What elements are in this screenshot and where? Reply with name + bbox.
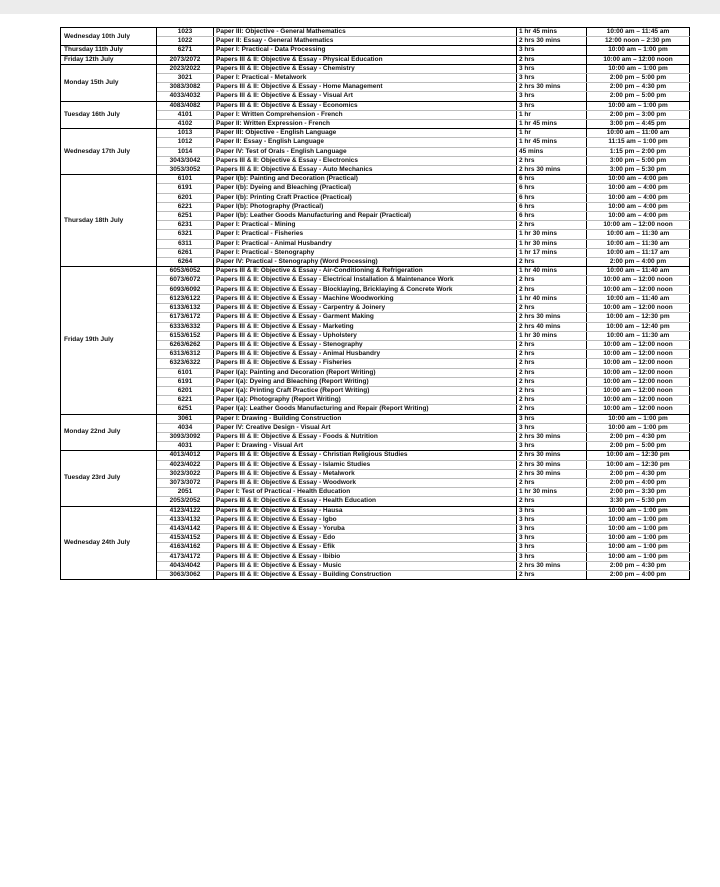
- paper-title: Papers III & II: Objective & Essay - Animal Husbandry: [214, 350, 517, 359]
- timetable-row: [61, 175, 690, 184]
- exam-code: 3093/3092: [157, 432, 214, 441]
- time-slot: 10:00 am – 12:00 noon: [587, 221, 690, 230]
- time-slot: 10:00 am – 4:00 pm: [587, 184, 690, 193]
- paper-title: Paper I(b): Leather Goods Manufacturing and Repair (Practical): [214, 212, 517, 221]
- time-slot: 2:00 pm – 4:30 pm: [587, 469, 690, 478]
- paper-title: Papers III & II: Objective & Essay - Foods & Nutrition: [214, 432, 517, 441]
- time-slot: 2:00 pm – 5:00 pm: [587, 74, 690, 83]
- exam-code: 4023/4022: [157, 460, 214, 469]
- exam-code: 3061: [157, 414, 214, 423]
- duration: 3 hrs: [517, 442, 587, 451]
- exam-code: 6173/6172: [157, 313, 214, 322]
- time-slot: 3:00 pm – 5:30 pm: [587, 166, 690, 175]
- time-slot: 2:00 pm – 4:00 pm: [587, 258, 690, 267]
- paper-title: Paper III: Objective - English Language: [214, 129, 517, 138]
- paper-title: Paper I: Practical - Stenography: [214, 248, 517, 257]
- duration: 3 hrs: [517, 74, 587, 83]
- duration: 1 hr: [517, 110, 587, 119]
- exam-code: 4101: [157, 110, 214, 119]
- duration: 6 hrs: [517, 184, 587, 193]
- time-slot: 10:00 am – 12:00 noon: [587, 396, 690, 405]
- paper-title: Paper I: Practical - Animal Husbandry: [214, 239, 517, 248]
- time-slot: 2:00 pm – 3:00 pm: [587, 110, 690, 119]
- exam-day: Tuesday 23rd July: [61, 451, 157, 506]
- paper-title: Papers III & II: Objective & Essay - Yoruba: [214, 524, 517, 533]
- duration: 2 hrs: [517, 55, 587, 64]
- duration: 2 hrs 30 mins: [517, 432, 587, 441]
- time-slot: 2:00 pm – 4:30 pm: [587, 432, 690, 441]
- paper-title: Papers III & II: Objective & Essay - Upholstery: [214, 331, 517, 340]
- exam-code: 3063/3062: [157, 570, 214, 579]
- exam-code: 2023/2022: [157, 64, 214, 73]
- paper-title: Paper IV: Practical - Stenography (Word Processing): [214, 258, 517, 267]
- duration: 1 hr 45 mins: [517, 138, 587, 147]
- time-slot: 10:00 am – 12:00 noon: [587, 405, 690, 414]
- exam-code: 6093/6092: [157, 285, 214, 294]
- exam-code: 6191: [157, 184, 214, 193]
- paper-title: Papers III & II: Objective & Essay - Igbo: [214, 515, 517, 524]
- exam-code: 6271: [157, 46, 214, 55]
- timetable-row: [61, 451, 690, 460]
- timetable-row: [61, 55, 690, 64]
- paper-title: Paper I: Drawing - Visual Art: [214, 442, 517, 451]
- timetable-row: [61, 28, 690, 37]
- timetable-row: [61, 129, 690, 138]
- paper-title: Paper I: Practical - Mining: [214, 221, 517, 230]
- time-slot: 10:00 am – 12:00 noon: [587, 304, 690, 313]
- duration: 3 hrs: [517, 92, 587, 101]
- exam-code: 6263/6262: [157, 340, 214, 349]
- time-slot: 10:00 am – 4:00 pm: [587, 193, 690, 202]
- time-slot: 10:00 am – 1:00 pm: [587, 414, 690, 423]
- duration: 2 hrs: [517, 359, 587, 368]
- paper-title: Papers III & II: Objective & Essay - Air-Conditioning & Refrigeration: [214, 267, 517, 276]
- time-slot: 10:00 am – 12:00 noon: [587, 276, 690, 285]
- exam-day: Tuesday 16th July: [61, 101, 157, 129]
- exam-code: 6073/6072: [157, 276, 214, 285]
- exam-day: Wednesday 24th July: [61, 506, 157, 580]
- duration: 2 hrs 40 mins: [517, 322, 587, 331]
- duration: 3 hrs: [517, 534, 587, 543]
- exam-code: 4143/4142: [157, 524, 214, 533]
- paper-title: Paper I: Drawing - Building Construction: [214, 414, 517, 423]
- browser-top-strip: [0, 0, 720, 14]
- duration: 2 hrs: [517, 258, 587, 267]
- exam-code: 6101: [157, 368, 214, 377]
- paper-title: Paper I: Practical - Metalwork: [214, 74, 517, 83]
- exam-code: 2073/2072: [157, 55, 214, 64]
- paper-title: Paper III: Objective - General Mathematics: [214, 28, 517, 37]
- exam-code: 6321: [157, 230, 214, 239]
- exam-code: 4083/4082: [157, 101, 214, 110]
- paper-title: Paper II: Essay - General Mathematics: [214, 37, 517, 46]
- time-slot: 10:00 am – 11:30 am: [587, 230, 690, 239]
- paper-title: Paper I(a): Painting and Decoration (Report Writing): [214, 368, 517, 377]
- paper-title: Paper I: Written Comprehension - French: [214, 110, 517, 119]
- time-slot: 10:00 am – 4:00 pm: [587, 212, 690, 221]
- duration: 6 hrs: [517, 212, 587, 221]
- exam-code: 6311: [157, 239, 214, 248]
- exam-day: Monday 22nd July: [61, 414, 157, 451]
- time-slot: 10:00 am – 12:30 pm: [587, 451, 690, 460]
- duration: 2 hrs 30 mins: [517, 469, 587, 478]
- exam-code: 6201: [157, 386, 214, 395]
- paper-title: Papers III & II: Objective & Essay - Health Education: [214, 497, 517, 506]
- exam-day: Thursday 11th July: [61, 46, 157, 55]
- time-slot: 10:00 am – 11:30 am: [587, 239, 690, 248]
- duration: 2 hrs: [517, 156, 587, 165]
- paper-title: Paper IV: Test of Orals - English Language: [214, 147, 517, 156]
- exam-code: 6221: [157, 202, 214, 211]
- time-slot: 10:00 am – 12:30 pm: [587, 313, 690, 322]
- exam-code: 4133/4132: [157, 515, 214, 524]
- exam-code: 6333/6332: [157, 322, 214, 331]
- time-slot: 10:00 am – 1:00 pm: [587, 101, 690, 110]
- paper-title: Papers III & II: Objective & Essay - Visual Art: [214, 92, 517, 101]
- exam-code: 6264: [157, 258, 214, 267]
- timetable-row: [61, 414, 690, 423]
- time-slot: 10:00 am – 11:00 am: [587, 129, 690, 138]
- exam-code: 4173/4172: [157, 552, 214, 561]
- duration: 2 hrs 30 mins: [517, 561, 587, 570]
- paper-title: Paper I(a): Photography (Report Writing): [214, 396, 517, 405]
- timetable-row: [61, 101, 690, 110]
- paper-title: Papers III & II: Objective & Essay - Chemistry: [214, 64, 517, 73]
- exam-code: 3083/3082: [157, 83, 214, 92]
- exam-code: 6231: [157, 221, 214, 230]
- time-slot: 10:00 am – 12:00 noon: [587, 377, 690, 386]
- paper-title: Paper II: Written Expression - French: [214, 120, 517, 129]
- paper-title: Papers III & II: Objective & Essay - Building Construction: [214, 570, 517, 579]
- time-slot: 10:00 am – 12:00 noon: [587, 350, 690, 359]
- time-slot: 10:00 am – 12:00 noon: [587, 55, 690, 64]
- duration: 2 hrs: [517, 221, 587, 230]
- paper-title: Paper I(b): Dyeing and Bleaching (Practical): [214, 184, 517, 193]
- paper-title: Papers III & II: Objective & Essay - Carpentry & Joinery: [214, 304, 517, 313]
- duration: 2 hrs 30 mins: [517, 313, 587, 322]
- time-slot: 10:00 am – 12:00 noon: [587, 386, 690, 395]
- duration: 3 hrs: [517, 414, 587, 423]
- exam-code: 6133/6132: [157, 304, 214, 313]
- paper-title: Papers III & II: Objective & Essay - Islamic Studies: [214, 460, 517, 469]
- paper-title: Paper I(b): Painting and Decoration (Practical): [214, 175, 517, 184]
- exam-code: 4031: [157, 442, 214, 451]
- exam-day: Friday 19th July: [61, 267, 157, 414]
- time-slot: 2:00 pm – 5:00 pm: [587, 92, 690, 101]
- time-slot: 10:00 am – 1:00 pm: [587, 506, 690, 515]
- exam-day: Wednesday 17th July: [61, 129, 157, 175]
- exam-day: Friday 12th July: [61, 55, 157, 64]
- paper-title: Papers III & II: Objective & Essay - Electronics: [214, 156, 517, 165]
- paper-title: Papers III & II: Objective & Essay - Physical Education: [214, 55, 517, 64]
- timetable-body: [61, 28, 690, 580]
- duration: 3 hrs: [517, 46, 587, 55]
- time-slot: 10:00 am – 1:00 pm: [587, 534, 690, 543]
- paper-title: Paper I(a): Dyeing and Bleaching (Report Writing): [214, 377, 517, 386]
- duration: 3 hrs: [517, 515, 587, 524]
- duration: 2 hrs 30 mins: [517, 451, 587, 460]
- exam-code: 4102: [157, 120, 214, 129]
- exam-code: 6313/6312: [157, 350, 214, 359]
- paper-title: Papers III & II: Objective & Essay - Hausa: [214, 506, 517, 515]
- duration: 2 hrs 30 mins: [517, 166, 587, 175]
- duration: 1 hr 30 mins: [517, 239, 587, 248]
- exam-code: 6201: [157, 193, 214, 202]
- time-slot: 10:00 am – 11:40 am: [587, 294, 690, 303]
- duration: 2 hrs: [517, 570, 587, 579]
- duration: 2 hrs: [517, 377, 587, 386]
- paper-title: Papers III & II: Objective & Essay - Stenography: [214, 340, 517, 349]
- exam-code: 3023/3022: [157, 469, 214, 478]
- exam-code: 6123/6122: [157, 294, 214, 303]
- exam-code: 4033/4032: [157, 92, 214, 101]
- exam-day: Wednesday 10th July: [61, 28, 157, 46]
- paper-title: Paper I: Test of Practical - Health Education: [214, 488, 517, 497]
- duration: 2 hrs: [517, 368, 587, 377]
- duration: 3 hrs: [517, 101, 587, 110]
- time-slot: 2:00 pm – 4:30 pm: [587, 561, 690, 570]
- time-slot: 2:00 pm – 4:00 pm: [587, 478, 690, 487]
- duration: 3 hrs: [517, 506, 587, 515]
- time-slot: 2:00 pm – 4:30 pm: [587, 83, 690, 92]
- duration: 3 hrs: [517, 543, 587, 552]
- duration: 3 hrs: [517, 552, 587, 561]
- exam-code: 6251: [157, 405, 214, 414]
- duration: 1 hr 45 mins: [517, 120, 587, 129]
- time-slot: 10:00 am – 11:17 am: [587, 248, 690, 257]
- duration: 3 hrs: [517, 423, 587, 432]
- time-slot: 10:00 am – 12:00 noon: [587, 340, 690, 349]
- duration: 2 hrs: [517, 276, 587, 285]
- exam-code: 4034: [157, 423, 214, 432]
- exam-code: 6191: [157, 377, 214, 386]
- paper-title: Paper I(a): Leather Goods Manufacturing and Repair (Report Writing): [214, 405, 517, 414]
- timetable-row: [61, 46, 690, 55]
- exam-code: 4153/4152: [157, 534, 214, 543]
- duration: 2 hrs 30 mins: [517, 37, 587, 46]
- time-slot: 1:15 pm – 2:00 pm: [587, 147, 690, 156]
- paper-title: Papers III & II: Objective & Essay - Garment Making: [214, 313, 517, 322]
- duration: 45 mins: [517, 147, 587, 156]
- exam-code: 4043/4042: [157, 561, 214, 570]
- duration: 2 hrs: [517, 285, 587, 294]
- time-slot: 10:00 am – 1:00 pm: [587, 64, 690, 73]
- time-slot: 12:00 noon – 2:30 pm: [587, 37, 690, 46]
- time-slot: 10:00 am – 1:00 pm: [587, 524, 690, 533]
- time-slot: 10:00 am – 4:00 pm: [587, 202, 690, 211]
- time-slot: 2:00 pm – 3:30 pm: [587, 488, 690, 497]
- exam-code: 2051: [157, 488, 214, 497]
- paper-title: Papers III & II: Objective & Essay - Auto Mechanics: [214, 166, 517, 175]
- duration: 2 hrs: [517, 304, 587, 313]
- exam-code: 6323/6322: [157, 359, 214, 368]
- time-slot: 10:00 am – 12:30 pm: [587, 460, 690, 469]
- duration: 2 hrs: [517, 497, 587, 506]
- exam-timetable-document: [60, 27, 689, 580]
- exam-code: 1022: [157, 37, 214, 46]
- time-slot: 3:00 pm – 5:00 pm: [587, 156, 690, 165]
- paper-title: Papers III & II: Objective & Essay - Fisheries: [214, 359, 517, 368]
- paper-title: Papers III & II: Objective & Essay - Edo: [214, 534, 517, 543]
- paper-title: Papers III & II: Objective & Essay - Woodwork: [214, 478, 517, 487]
- time-slot: 10:00 am – 1:00 pm: [587, 46, 690, 55]
- exam-code: 1023: [157, 28, 214, 37]
- timetable-row: [61, 506, 690, 515]
- time-slot: 11:15 am – 1:00 pm: [587, 138, 690, 147]
- paper-title: Papers III & II: Objective & Essay - Metalwork: [214, 469, 517, 478]
- paper-title: Papers III & II: Objective & Essay - Home Management: [214, 83, 517, 92]
- exam-code: 1014: [157, 147, 214, 156]
- paper-title: Paper I(a): Printing Craft Practice (Report Writing): [214, 386, 517, 395]
- duration: 2 hrs: [517, 478, 587, 487]
- duration: 2 hrs: [517, 386, 587, 395]
- exam-code: 4163/4162: [157, 543, 214, 552]
- time-slot: 10:00 am – 11:45 am: [587, 28, 690, 37]
- exam-code: 4013/4012: [157, 451, 214, 460]
- duration: 1 hr 17 mins: [517, 248, 587, 257]
- time-slot: 10:00 am – 12:00 noon: [587, 359, 690, 368]
- time-slot: 10:00 am – 1:00 pm: [587, 552, 690, 561]
- duration: 3 hrs: [517, 64, 587, 73]
- duration: 2 hrs: [517, 405, 587, 414]
- exam-code: 4123/4122: [157, 506, 214, 515]
- exam-day: Thursday 18th July: [61, 175, 157, 267]
- duration: 1 hr: [517, 129, 587, 138]
- exam-timetable: [60, 27, 690, 580]
- time-slot: 10:00 am – 1:00 pm: [587, 543, 690, 552]
- duration: 6 hrs: [517, 193, 587, 202]
- time-slot: 10:00 am – 12:00 noon: [587, 285, 690, 294]
- paper-title: Papers III & II: Objective & Essay - Marketing: [214, 322, 517, 331]
- paper-title: Paper IV: Creative Design - Visual Art: [214, 423, 517, 432]
- duration: 2 hrs: [517, 396, 587, 405]
- exam-code: 3021: [157, 74, 214, 83]
- exam-code: 1012: [157, 138, 214, 147]
- duration: 6 hrs: [517, 175, 587, 184]
- paper-title: Papers III & II: Objective & Essay - Electrical Installation & Maintenance Work: [214, 276, 517, 285]
- exam-code: 6221: [157, 396, 214, 405]
- exam-code: 6251: [157, 212, 214, 221]
- duration: 2 hrs 30 mins: [517, 83, 587, 92]
- time-slot: 10:00 am – 1:00 pm: [587, 515, 690, 524]
- paper-title: Paper I(b): Photography (Practical): [214, 202, 517, 211]
- exam-code: 2053/2052: [157, 497, 214, 506]
- duration: 1 hr 45 mins: [517, 28, 587, 37]
- duration: 1 hr 40 mins: [517, 294, 587, 303]
- time-slot: 10:00 am – 12:40 pm: [587, 322, 690, 331]
- duration: 2 hrs 30 mins: [517, 460, 587, 469]
- timetable-row: [61, 267, 690, 276]
- time-slot: 10:00 am – 4:00 pm: [587, 175, 690, 184]
- duration: 6 hrs: [517, 202, 587, 211]
- time-slot: 10:00 am – 12:00 noon: [587, 368, 690, 377]
- duration: 3 hrs: [517, 524, 587, 533]
- paper-title: Paper I: Practical - Data Processing: [214, 46, 517, 55]
- paper-title: Papers III & II: Objective & Essay - Music: [214, 561, 517, 570]
- duration: 1 hr 30 mins: [517, 230, 587, 239]
- time-slot: 2:00 pm – 5:00 pm: [587, 442, 690, 451]
- exam-code: 3053/3052: [157, 166, 214, 175]
- exam-code: 6261: [157, 248, 214, 257]
- duration: 2 hrs: [517, 350, 587, 359]
- time-slot: 2:00 pm – 4:00 pm: [587, 570, 690, 579]
- exam-code: 6153/6152: [157, 331, 214, 340]
- time-slot: 10:00 am – 11:30 am: [587, 331, 690, 340]
- paper-title: Papers III & II: Objective & Essay - Christian Religious Studies: [214, 451, 517, 460]
- paper-title: Papers III & II: Objective & Essay - Ibibio: [214, 552, 517, 561]
- paper-title: Papers III & II: Objective & Essay - Economics: [214, 101, 517, 110]
- paper-title: Paper I: Practical - Fisheries: [214, 230, 517, 239]
- time-slot: 10:00 am – 1:00 pm: [587, 423, 690, 432]
- exam-code: 6101: [157, 175, 214, 184]
- paper-title: Papers III & II: Objective & Essay - Blocklaying, Bricklaying & Concrete Work: [214, 285, 517, 294]
- duration: 2 hrs: [517, 340, 587, 349]
- exam-code: 3073/3072: [157, 478, 214, 487]
- exam-day: Monday 15th July: [61, 64, 157, 101]
- time-slot: 10:00 am – 11:40 am: [587, 267, 690, 276]
- duration: 1 hr 40 mins: [517, 267, 587, 276]
- paper-title: Papers III & II: Objective & Essay - Machine Woodworking: [214, 294, 517, 303]
- time-slot: 3:30 pm – 5:30 pm: [587, 497, 690, 506]
- paper-title: Papers III & II: Objective & Essay - Efik: [214, 543, 517, 552]
- duration: 1 hr 30 mins: [517, 331, 587, 340]
- exam-code: 1013: [157, 129, 214, 138]
- paper-title: Paper II: Essay - English Language: [214, 138, 517, 147]
- timetable-row: [61, 64, 690, 73]
- time-slot: 3:00 pm – 4:45 pm: [587, 120, 690, 129]
- exam-code: 3043/3042: [157, 156, 214, 165]
- paper-title: Paper I(b): Printing Craft Practice (Practical): [214, 193, 517, 202]
- exam-code: 6053/6052: [157, 267, 214, 276]
- duration: 1 hr 30 mins: [517, 488, 587, 497]
